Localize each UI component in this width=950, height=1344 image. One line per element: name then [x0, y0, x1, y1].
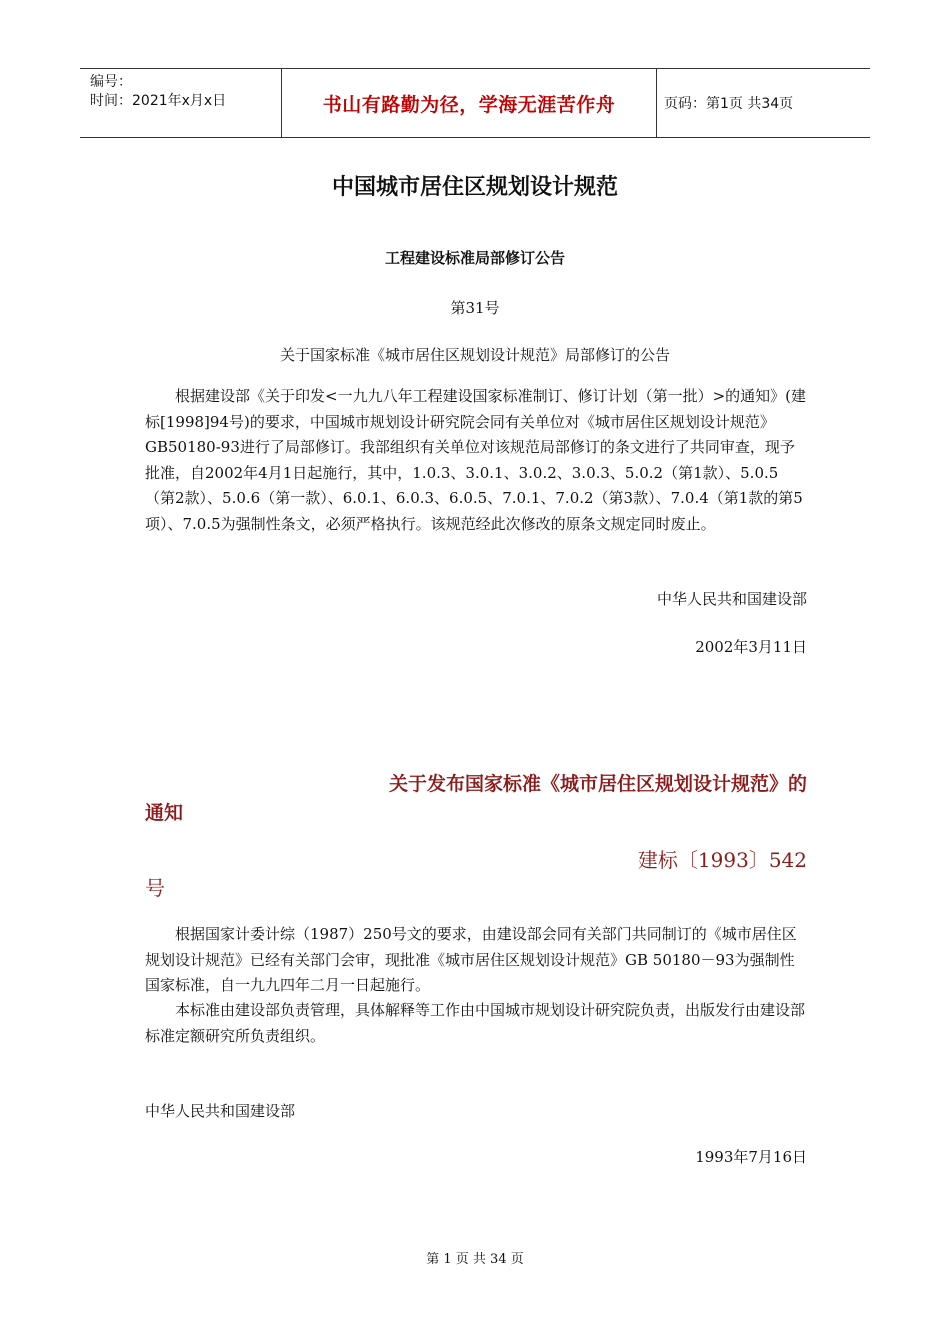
motto: 书山有路勤为径，学海无涯苦作舟	[281, 69, 657, 137]
announcement-subject: 关于国家标准《城市居住区规划设计规范》局部修订的公告	[279, 346, 670, 364]
document-header	[80, 68, 870, 138]
notice-heading-line1: 关于发布国家标准《城市居住区规划设计规范》的	[388, 773, 807, 795]
announcement-issuer: 中华人民共和国建设部	[656, 590, 807, 608]
notice-paragraph-1: 根据国家计委计综（1987）250号文的要求，由建设部会同有关部门共同制订的《城市居住区规划设计规范》已经有关部门会审，现批准《城市居住区规划设计规范》GB 50180－93为强制性国家标准，自一九九四年二月一日起施行。	[145, 925, 797, 994]
header-meta-cell	[80, 69, 281, 137]
notice-doc-number	[145, 846, 807, 902]
notice-doc-number-line2: 号	[145, 876, 165, 900]
time-label: 时间：2021年x月x日	[90, 93, 227, 109]
notice-date: 1993年7月16日	[695, 1148, 807, 1166]
announcement-heading: 工程建设标准局部修订公告	[384, 249, 565, 267]
page-footer: 第 1 页 共 34 页	[426, 1252, 524, 1267]
notice-heading-line2: 通知	[145, 802, 184, 824]
page-title: 中国城市居住区规划设计规范	[331, 175, 618, 200]
announcement-number: 第31号	[450, 299, 500, 317]
notice-issuer: 中华人民共和国建设部	[145, 1102, 296, 1120]
number-label: 编号：	[90, 74, 132, 90]
announcement-date: 2002年3月11日	[695, 638, 807, 656]
notice-paragraph-2: 本标准由建设部负责管理，具体解释等工作由中国城市规划设计研究院负责，出版发行由建设部标准定额研究所负责组织。	[145, 1001, 806, 1045]
header-page-info: 页码：第1页 共34页	[664, 96, 794, 112]
notice-heading	[145, 770, 807, 828]
announcement-body: 根据建设部《关于印发<一九九八年工程建设国家标准制订、修订计划（第一批）>的通知》(建标[1998]94号)的要求，中国城市规划设计研究院会同有关单位对《城市居住区规划设计规范》GB50180-93进行了局部修订。我部组织有关单位对该规范局部修订的条文进行了共同审查，现予批准，自2002年4月1日起施行，其中，1.0.3、3.0.1、3.0.2、3.0.3、5.0.2（第1款）、5.0.5（第2款）、5.0.6（第一款）、6.0.1、6.0.3、6.0.5、7.0.1、7.0.2（第3款）、7.0.4（第1款的第5项）、7.0.5为强制性条文，必须严格执行。该规范经此次修改的原条文规定同时废止。	[145, 387, 806, 533]
notice-doc-number-line1: 建标〔1993〕542	[637, 848, 807, 872]
